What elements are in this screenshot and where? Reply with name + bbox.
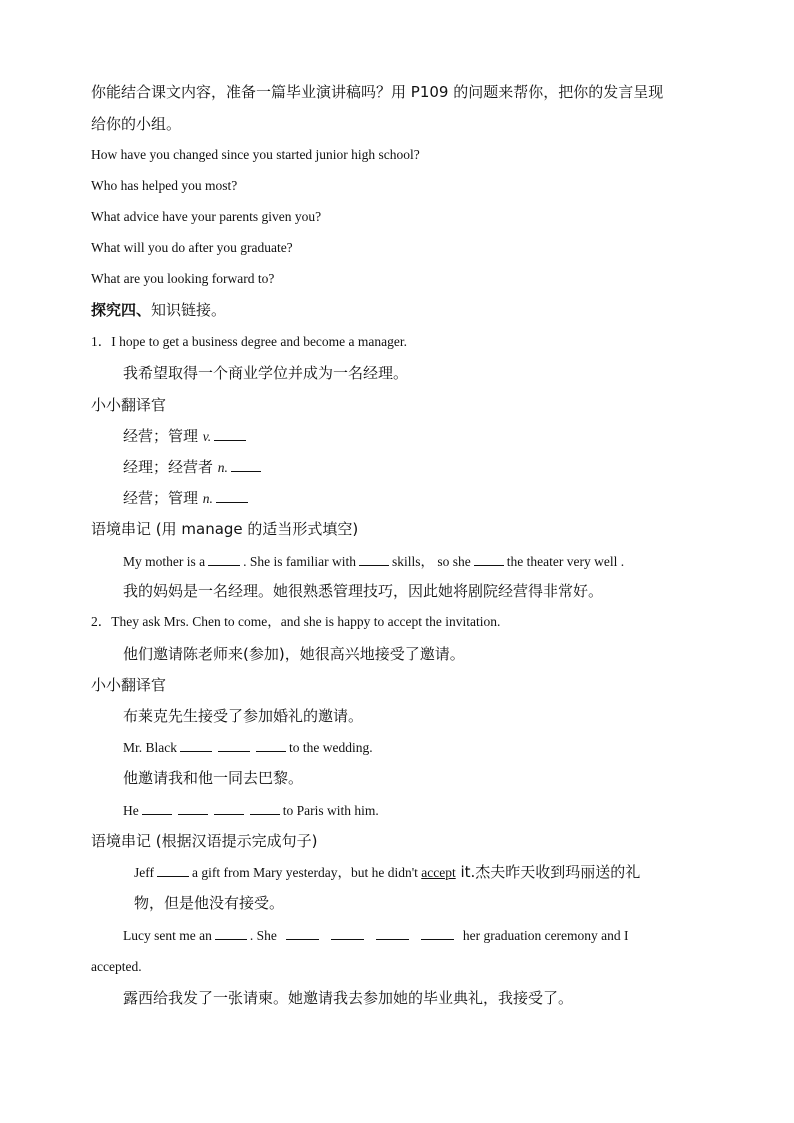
trans-row-3	[123, 488, 251, 509]
fill-text: Jeff	[134, 865, 154, 880]
blank[interactable]	[142, 800, 172, 815]
question-5: What are you looking forward to?	[91, 271, 275, 286]
blank[interactable]	[376, 925, 409, 940]
item1-sentence: 1．I hope to get a business degree and become a manager.	[91, 334, 408, 349]
fill-text: Mr. Black	[123, 740, 177, 755]
intro-line-1: 你能结合课文内容，准备一篇毕业演讲稿吗？用 P109 的问题来帮你，把你的发言呈现	[91, 83, 664, 101]
trans-pos: v.	[202, 429, 212, 444]
blank[interactable]	[208, 551, 240, 566]
trans-pos: n.	[202, 491, 213, 506]
item1-translation: 我希望取得一个商业学位并成为一名经理。	[123, 364, 409, 382]
intro-line-2: 给你的小组。	[91, 115, 182, 133]
blank[interactable]	[231, 457, 261, 472]
question-2: Who has helped you most?	[91, 178, 238, 193]
trans-row-2	[123, 457, 264, 478]
fill-text: skills， so she	[391, 554, 471, 569]
jeff-sentence	[134, 862, 640, 883]
fill-text: to the wedding.	[289, 740, 373, 755]
blank[interactable]	[421, 925, 454, 940]
item2-en-2	[123, 800, 379, 821]
item2-zh-1: 布莱克先生接受了参加婚礼的邀请。	[123, 707, 364, 725]
item2-translator-label: 小小翻译官	[91, 676, 167, 694]
fill-text: He	[123, 803, 139, 818]
item2-en-1	[123, 737, 373, 758]
blank[interactable]	[214, 426, 246, 441]
item2-translation: 他们邀请陈老师来(参加)，她很高兴地接受了邀请。	[123, 645, 465, 663]
item1-translator-label: 小小翻译官	[91, 396, 167, 414]
blank[interactable]	[474, 551, 504, 566]
blank[interactable]	[216, 488, 248, 503]
blank[interactable]	[331, 925, 364, 940]
question-4: What will you do after you graduate?	[91, 240, 293, 255]
trans-zh: 经营；管理	[123, 427, 203, 445]
section-number: 探究四、	[91, 301, 152, 319]
blank[interactable]	[214, 800, 244, 815]
jeff-continuation: 物，但是他没有接受。	[134, 894, 285, 912]
trans-zh: 经理；经营者	[123, 458, 218, 476]
trans-row-1	[123, 426, 249, 447]
blank[interactable]	[215, 925, 247, 940]
item2-context-label: 语境串记 (根据汉语提示完成句子)	[91, 832, 318, 850]
blank[interactable]	[180, 737, 212, 752]
fill-text: to Paris with him.	[282, 803, 379, 818]
item2-sentence: 2．They ask Mrs. Chen to come，and she is happy to accept the invitation.	[91, 614, 501, 629]
lucy-continuation: accepted.	[91, 959, 142, 974]
blank[interactable]	[256, 737, 286, 752]
fill-text: the theater very well .	[506, 554, 625, 569]
item1-context-label: 语境串记 (用 manage 的适当形式填空)	[91, 520, 359, 538]
blank[interactable]	[250, 800, 280, 815]
fill-text: her graduation ceremony and I	[462, 928, 629, 943]
trans-zh: 经营；管理	[123, 489, 203, 507]
blank[interactable]	[359, 551, 389, 566]
section-title: 知识链接。	[151, 301, 227, 319]
accept-underlined-word: accept	[421, 865, 456, 880]
fill-text: it.杰夫昨天收到玛丽送的礼	[455, 863, 641, 881]
fill-text: a gift from Mary yesterday，but he didn't	[192, 865, 418, 880]
blank[interactable]	[286, 925, 319, 940]
item2-zh-2: 他邀请我和他一同去巴黎。	[123, 769, 304, 787]
blank[interactable]	[218, 737, 250, 752]
item1-fill-translation: 我的妈妈是一名经理。她很熟悉管理技巧，因此她将剧院经营得非常好。	[123, 582, 604, 600]
question-3: What advice have your parents given you?	[91, 209, 322, 224]
fill-text: . She	[249, 928, 277, 943]
fill-text: . She is familiar with	[243, 554, 356, 569]
lucy-translation: 露西给我发了一张请柬。她邀请我去参加她的毕业典礼，我接受了。	[123, 989, 574, 1007]
lucy-sentence	[123, 925, 629, 946]
section-heading	[91, 300, 226, 320]
fill-text: My mother is a	[123, 554, 206, 569]
blank[interactable]	[178, 800, 208, 815]
question-1: How have you changed since you started junior high school?	[91, 147, 420, 162]
blank[interactable]	[157, 862, 189, 877]
fill-text: Lucy sent me an	[123, 928, 212, 943]
trans-pos: n.	[217, 460, 228, 475]
item1-fill-sentence	[123, 551, 624, 572]
